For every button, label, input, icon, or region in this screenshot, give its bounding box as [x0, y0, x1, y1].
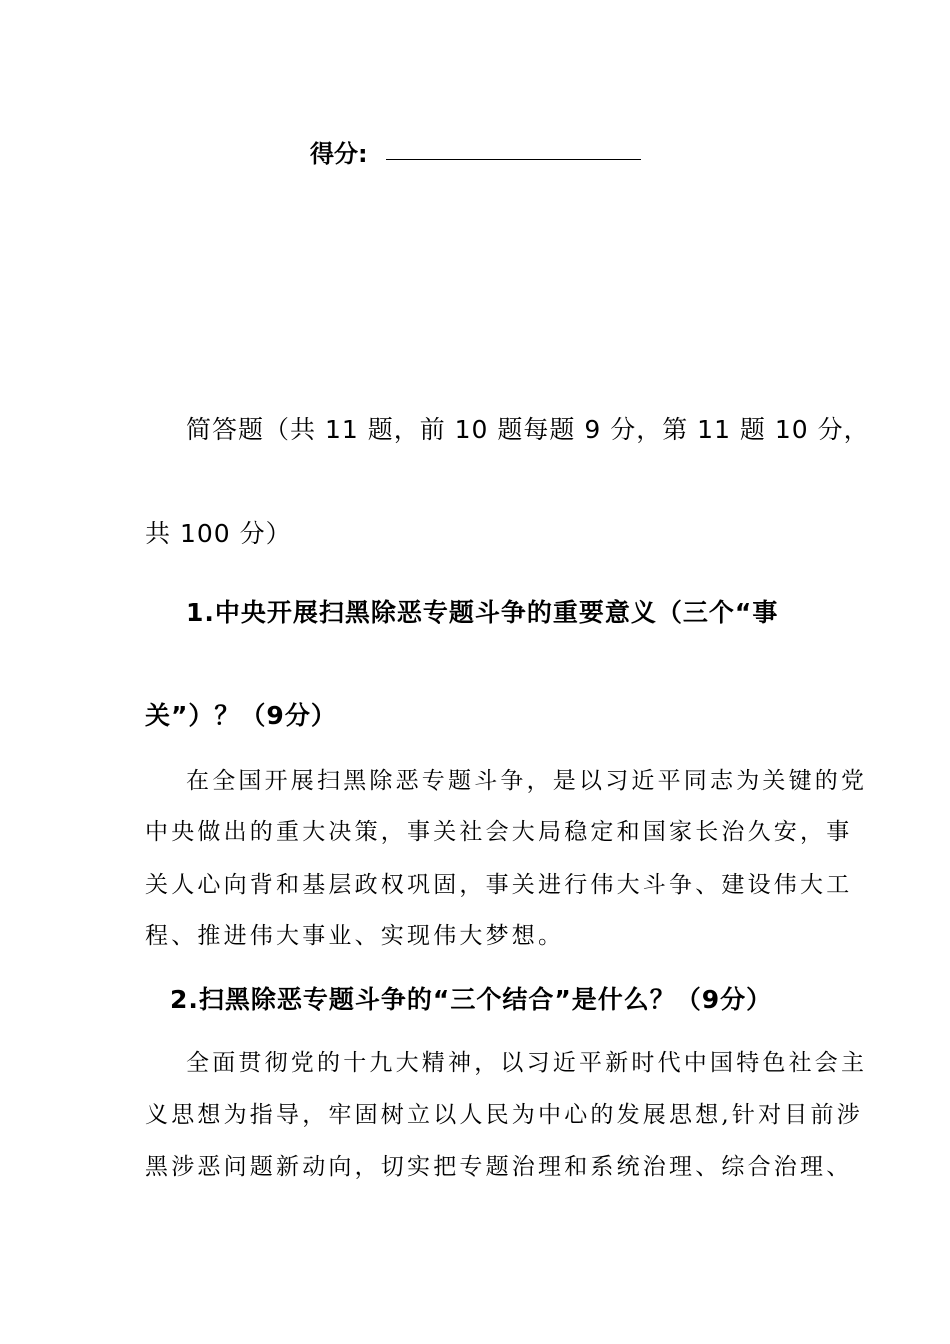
score-blank-line [386, 159, 641, 160]
section-heading-line2: 共 100 分） [145, 519, 292, 548]
answer-1-line: 在全国开展扫黑除恶专题斗争，是以习近平同志为关键的党 [186, 768, 868, 794]
answer-1-line: 中央做出的重大决策，事关社会大局稳定和国家长治久安，事 [145, 819, 853, 845]
question-1-title-line2: 关”）？（9分） [145, 701, 337, 730]
answer-2-line: 义思想为指导，牢固树立以人民为中心的发展思想,针对目前涉 [145, 1102, 863, 1128]
answer-1-line: 程、推进伟大事业、实现伟大梦想。 [145, 923, 565, 949]
section-heading-line1: 简答题（共 11 题，前 10 题每题 9 分，第 11 题 10 分， [186, 415, 870, 444]
answer-1-line: 关人心向背和基层政权巩固，事关进行伟大斗争、建设伟大工 [145, 872, 853, 898]
answer-2-line: 全面贯彻党的十九大精神，以习近平新时代中国特色社会主 [186, 1050, 868, 1076]
question-2-title: 2.扫黑除恶专题斗争的“三个结合”是什么？（9分） [170, 985, 773, 1014]
question-1-title-line1: 1.中央开展扫黑除恶专题斗争的重要意义（三个“事 [186, 598, 779, 627]
answer-2-line: 黑涉恶问题新动向，切实把专题治理和系统治理、综合治理、 [145, 1154, 853, 1180]
score-label: 得分: [310, 140, 368, 168]
